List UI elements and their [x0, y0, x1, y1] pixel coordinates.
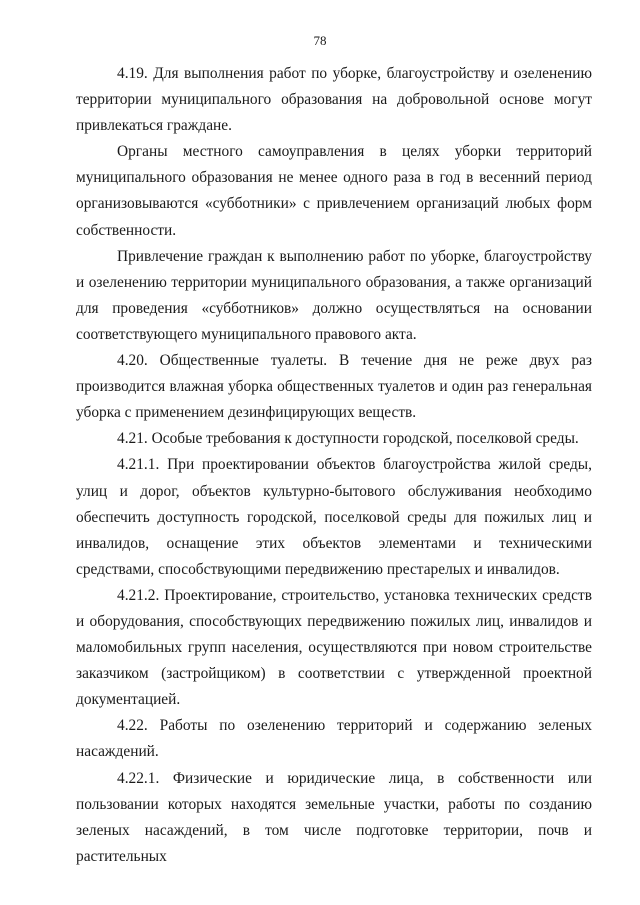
- paragraph-4-22-1: 4.22.1. Физические и юридические лица, в собственности или пользовании которых находятся земельные участки, работы по созданию зеленых насаждений, в том числе подготовке территории, почв и растительных: [76, 769, 592, 865]
- document-body: [76, 61, 592, 870]
- page-number: 78: [313, 33, 327, 48]
- paragraph-4-22: 4.22. Работы по озеленению территорий и содержанию зеленых насаждений.: [76, 717, 592, 761]
- paragraph-subbotniki: Органы местного самоуправления в целях уборки территорий муниципального образования не менее одного раза в год в весенний период организовываются «субботники» с привлечением организаций любых форм собственности.: [76, 143, 592, 239]
- paragraph-4-21-1: 4.21.1. При проектировании объектов благоустройства жилой среды, улиц и дорог, объектов культурно-бытового обслуживания необходимо обеспечить доступность городской, поселковой среды для пожилых лиц и инвалидов, оснащение этих объектов элементами и техническими средствами, способствующими передвижению престарелых и инвалидов.: [76, 456, 592, 578]
- paragraph-4-20: 4.20. Общественные туалеты. В течение дня не реже двух раз производится влажная уборка общественных туалетов и один раз генеральная уборка с применением дезинфицирующих веществ.: [76, 352, 592, 422]
- paragraph-4-19: 4.19. Для выполнения работ по уборке, благоустройству и озеленению территории муниципального образования на добровольной основе могут привлекаться граждане.: [76, 65, 592, 135]
- paragraph-4-21: 4.21. Особые требования к доступности городской, поселковой среды.: [117, 430, 579, 448]
- paragraph-citizens-involvement: Привлечение граждан к выполнению работ по уборке, благоустройству и озеленению территории муниципального образования, а также организаций для проведения «субботников» должно осуществляться на основании соответствующего муниципального правового акта.: [76, 247, 592, 343]
- paragraph-4-21-2: 4.21.2. Проектирование, строительство, установка технических средств и оборудования, способствующих передвижению пожилых лиц, инвалидов и маломобильных групп населения, осуществляются при новом строительстве заказчиком (застройщиком) в соответствии с утвержденной проектной документацией.: [76, 586, 592, 709]
